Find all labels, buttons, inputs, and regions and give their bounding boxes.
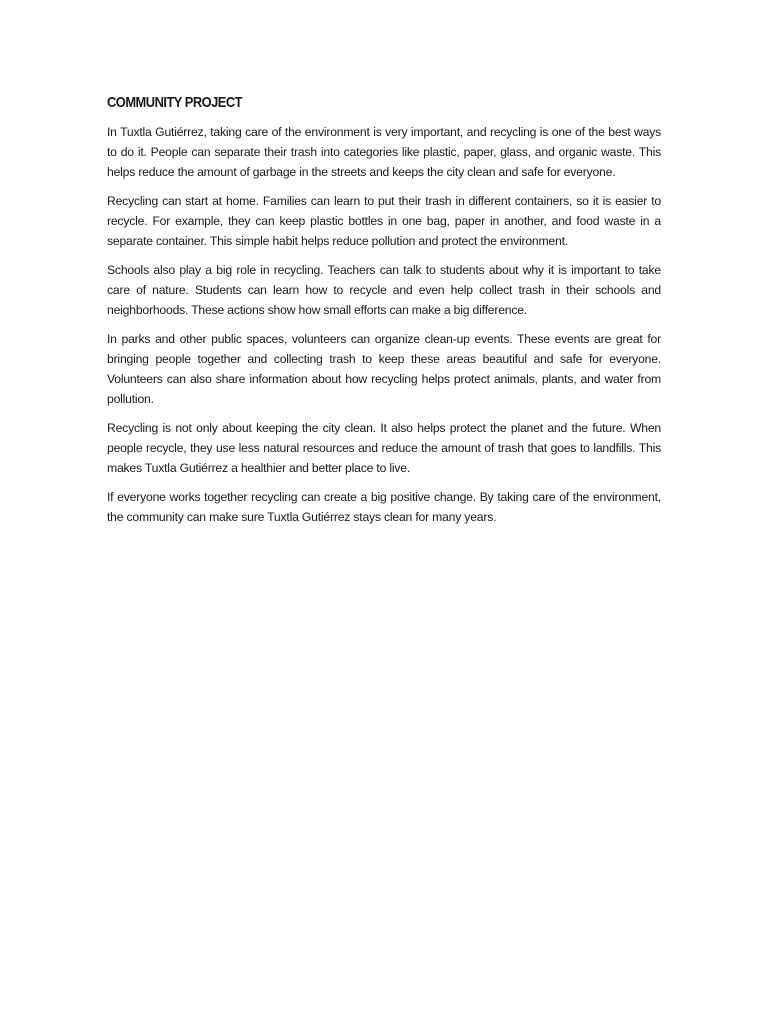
paragraph-home: Recycling can start at home. Families can learn to put their trash in different containers, so it is easier to recycle. For example, they can keep plastic bottles in one bag, paper in another, and food waste in a separate container. This simple habit helps reduce pollution and protect the environment. [107, 194, 661, 248]
paragraph-parks: In parks and other public spaces, volunteers can organize clean-up events. These events are great for bringing people together and collecting trash to keep these areas beautiful and safe for everyone. Volunteers can also share information about how recycling helps protect animals, plants, and water from pollution. [107, 332, 661, 406]
paragraph-schools: Schools also play a big role in recycling. Teachers can talk to students about why it is important to take care of nature. Students can learn how to recycle and even help collect trash in their schools and neighborhoods. These actions show how small efforts can make a big difference. [107, 263, 661, 317]
paragraph-conclusion: If everyone works together recycling can create a big positive change. By taking care of the environment, the community can make sure Tuxtla Gutiérrez stays clean for many years. [107, 490, 661, 524]
paragraph-planet: Recycling is not only about keeping the city clean. It also helps protect the planet and the future. When people recycle, they use less natural resources and reduce the amount of trash that goes to landfills. This makes Tuxtla Gutiérrez a healthier and better place to live. [107, 421, 661, 475]
paragraph-recycling-intro: In Tuxtla Gutiérrez, taking care of the environment is very important, and recycling is one of the best ways to do it. People can separate their trash into categories like plastic, paper, glass, and organic waste. This helps reduce the amount of garbage in the streets and keeps the city clean and safe for everyone. [107, 125, 661, 179]
document-title: COMMUNITY PROJECT [107, 94, 243, 111]
